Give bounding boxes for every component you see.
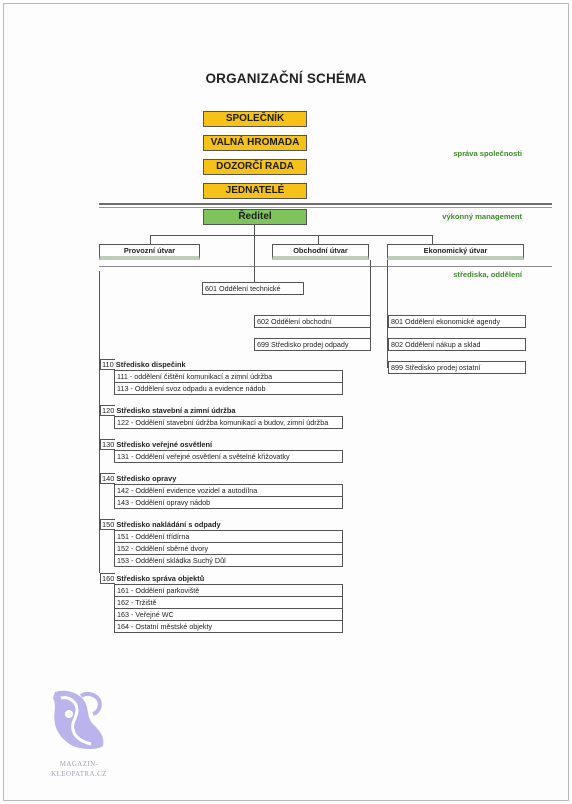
- center-item: 161 - Oddělení parkoviště: [114, 584, 343, 597]
- center-120: 120 Středisko stavební a zimní údržba: [102, 406, 236, 415]
- center-160: 160 Středisko správa objektů: [102, 574, 205, 583]
- dept-801: 801 Oddělení ekonomické agendy: [388, 315, 526, 328]
- center-130: 130 Středisko veřejné osvětlení: [102, 440, 213, 449]
- center-item: 163 - Veřejné WC: [114, 608, 343, 621]
- divider-line: [99, 203, 552, 205]
- dept-601: 601 Oddělení technické: [202, 282, 304, 295]
- unit-obchodni: Obchodní útvar: [272, 244, 369, 260]
- unit-ekonomicky: Ekonomický útvar: [387, 244, 524, 260]
- center-item: 153 - Oddělení skládka Suchý Důl: [114, 554, 343, 567]
- connector: [150, 235, 151, 244]
- management-label: výkonný management: [442, 212, 522, 221]
- center-item: 162 - Tržiště: [114, 596, 343, 609]
- governance-label: správa společnosti: [453, 149, 522, 158]
- center-item: 131 - Oddělení veřejné osvětlení a světelné křižovatky: [114, 450, 343, 463]
- watermark-text: MAGAZIN- KLEOPATRA.CZ: [51, 760, 107, 778]
- centers-label: střediska, oddělení: [453, 270, 522, 279]
- center-140: 140 Středisko opravy: [102, 474, 177, 483]
- center-item: 111 - oddělení čištění komunikací a zimní údržba: [114, 370, 343, 383]
- dept-899: 899 Středisko prodej ostatní: [388, 361, 526, 374]
- governance-box-jednatele: JEDNATELÉ: [203, 183, 307, 199]
- divider-line: [99, 207, 552, 208]
- connector: [318, 235, 319, 244]
- connector: [432, 235, 433, 244]
- center-item: 122 - Oddělení stavební údržba komunikací a budov, zimní údržba: [114, 416, 343, 429]
- center-item: 151 - Oddělení třídírna: [114, 530, 343, 543]
- divider-line: [99, 266, 552, 267]
- center-item: 142 - Oddělení evidence vozidel a autodílna: [114, 484, 343, 497]
- dept-699: 699 Středisko prodej odpady: [254, 338, 371, 351]
- dept-602: 602 Oddělení obchodní: [254, 315, 371, 328]
- org-chart-page: [3, 3, 569, 801]
- kleopatra-logo-icon: [47, 688, 109, 752]
- connector: [254, 225, 255, 283]
- center-150: 150 Středisko nakládání s odpady: [102, 520, 221, 529]
- center-item: 143 - Oddělení opravy nádob: [114, 496, 343, 509]
- governance-box-spolecnik: SPOLEČNÍK: [203, 111, 307, 127]
- connector: [387, 260, 388, 368]
- center-item: 164 - Ostatní městské objekty: [114, 620, 343, 633]
- unit-provozni: Provozní útvar: [99, 244, 200, 260]
- center-item: 152 - Oddělení sběrné dvory: [114, 542, 343, 555]
- connector: [150, 235, 432, 236]
- center-110: 110 Středisko dispečink: [102, 360, 186, 369]
- center-item: 113 - Oddělení svoz odpadu a evidence nádob: [114, 382, 343, 395]
- governance-box-valna-hromada: VALNÁ HROMADA: [203, 135, 307, 151]
- chart-title: ORGANIZAČNÍ SCHÉMA: [205, 71, 367, 86]
- connector: [370, 260, 371, 344]
- governance-box-dozorci-rada: DOZORČÍ RADA: [203, 159, 307, 175]
- dept-802: 802 Oddělení nákup a sklad: [388, 338, 526, 351]
- director-box: Ředitel: [203, 209, 307, 225]
